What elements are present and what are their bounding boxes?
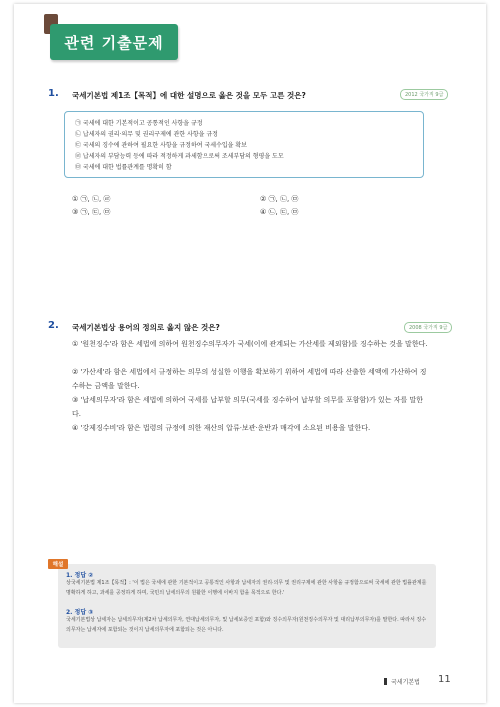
q2-option-1[interactable]: ① '원천징수'라 함은 세법에 의하여 원천징수의무자가 국세(이에 관계되는 가산세를 제외함)를 징수하는 것을 말한다.	[72, 340, 428, 348]
statement-3: ㉢ 국세의 징수에 관하여 필요한 사항을 규정하여 국세수입을 확보	[75, 142, 247, 149]
section-title: 관련 기출문제	[50, 24, 178, 60]
q2-option-3[interactable]: ③ '납세의무자'라 함은 세법에 의하여 국세를 납부할 의무(국세를 징수하여 납부할 의무를 포함함)가 있는 자를 말한다.	[72, 396, 424, 418]
question-1-text: 국세기본법 제1조【목적】에 대한 설명으로 옳은 것을 모두 고른 것은?	[72, 91, 306, 100]
statement-2: ㉡ 납세자의 권리·의무 및 권리구제에 관한 사항을 규정	[75, 131, 218, 138]
choice-4[interactable]: ④ ㉡, ㉢, ㉤	[260, 208, 299, 216]
question-1-number: 1.	[48, 88, 59, 99]
answer-2-heading: 2. 정답 ③	[66, 609, 94, 616]
q2-option-2[interactable]: ② '가산세'라 함은 세법에서 규정하는 의무의 성실한 이행을 확보하기 위하여 세법에 따라 산출한 세액에 가산하여 징수하는 금액을 말한다.	[72, 368, 427, 390]
footer-marker	[384, 678, 387, 685]
question-1-source-badge: 2012 국가직 9급	[400, 89, 448, 100]
choice-1[interactable]: ① ㉠, ㉡, ㉣	[72, 195, 111, 203]
statement-4: ㉣ 납세자의 부담능력 등에 따라 적정하게 과세함으로써 조세부담의 형평을 도모	[75, 153, 284, 160]
statement-5: ㉤ 국세에 대한 법률관계를 명확히 함	[75, 164, 172, 171]
statement-1: ㉠ 국세에 대한 기본적이고 공통적인 사항을 규정	[75, 120, 203, 127]
q2-option-4[interactable]: ④ '강제징수비'라 함은 법령의 규정에 의한 재산의 압류·보관·운반과 매각에 소요된 비용을 말한다.	[72, 424, 371, 432]
answer-1-heading: 1. 정답 ②	[66, 572, 94, 579]
question-2-number: 2.	[48, 320, 59, 331]
answer-2-explanation: 국세기본법상 납세자는 납세의무자(제2차 납세의무자, 연대납세의무자, 및 납세보증인 포함)와 징수의무자(원천징수의무자 및 대리납부의무자)를 말한다. 따라서 징수의무자는 납세자에 포함되는 것이지 납세의무자에 포함되는 것은 아니다.	[66, 617, 427, 633]
choice-3[interactable]: ③ ㉠, ㉢, ㉤	[72, 208, 111, 216]
footer-label: 국세기본법	[391, 679, 420, 686]
page-number: 11	[438, 674, 451, 685]
question-2-source-badge: 2008 국가직 9급	[404, 322, 452, 333]
question-1-statement-box	[64, 111, 424, 178]
solution-tag: 해설	[48, 559, 68, 569]
question-2-text: 국세기본법상 용어의 정의로 옳지 않은 것은?	[72, 323, 220, 332]
answer-1-explanation: 상국세기본법 제1조【목적】: '이 법은 국세에 관한 기본적이고 공통적인 사항과 납세자의 권리·의무 및 권리구제에 관한 사항을 규정함으로써 국세에 관한 법률관계를 명확하게 하고, 과세를 공정하게 하며, 국민의 납세의무의 원활한 이행에 이바지 함을 목적으로 한다.'	[66, 580, 427, 596]
choice-2[interactable]: ② ㉠, ㉡, ㉤	[260, 195, 299, 203]
solution-box	[58, 564, 436, 648]
